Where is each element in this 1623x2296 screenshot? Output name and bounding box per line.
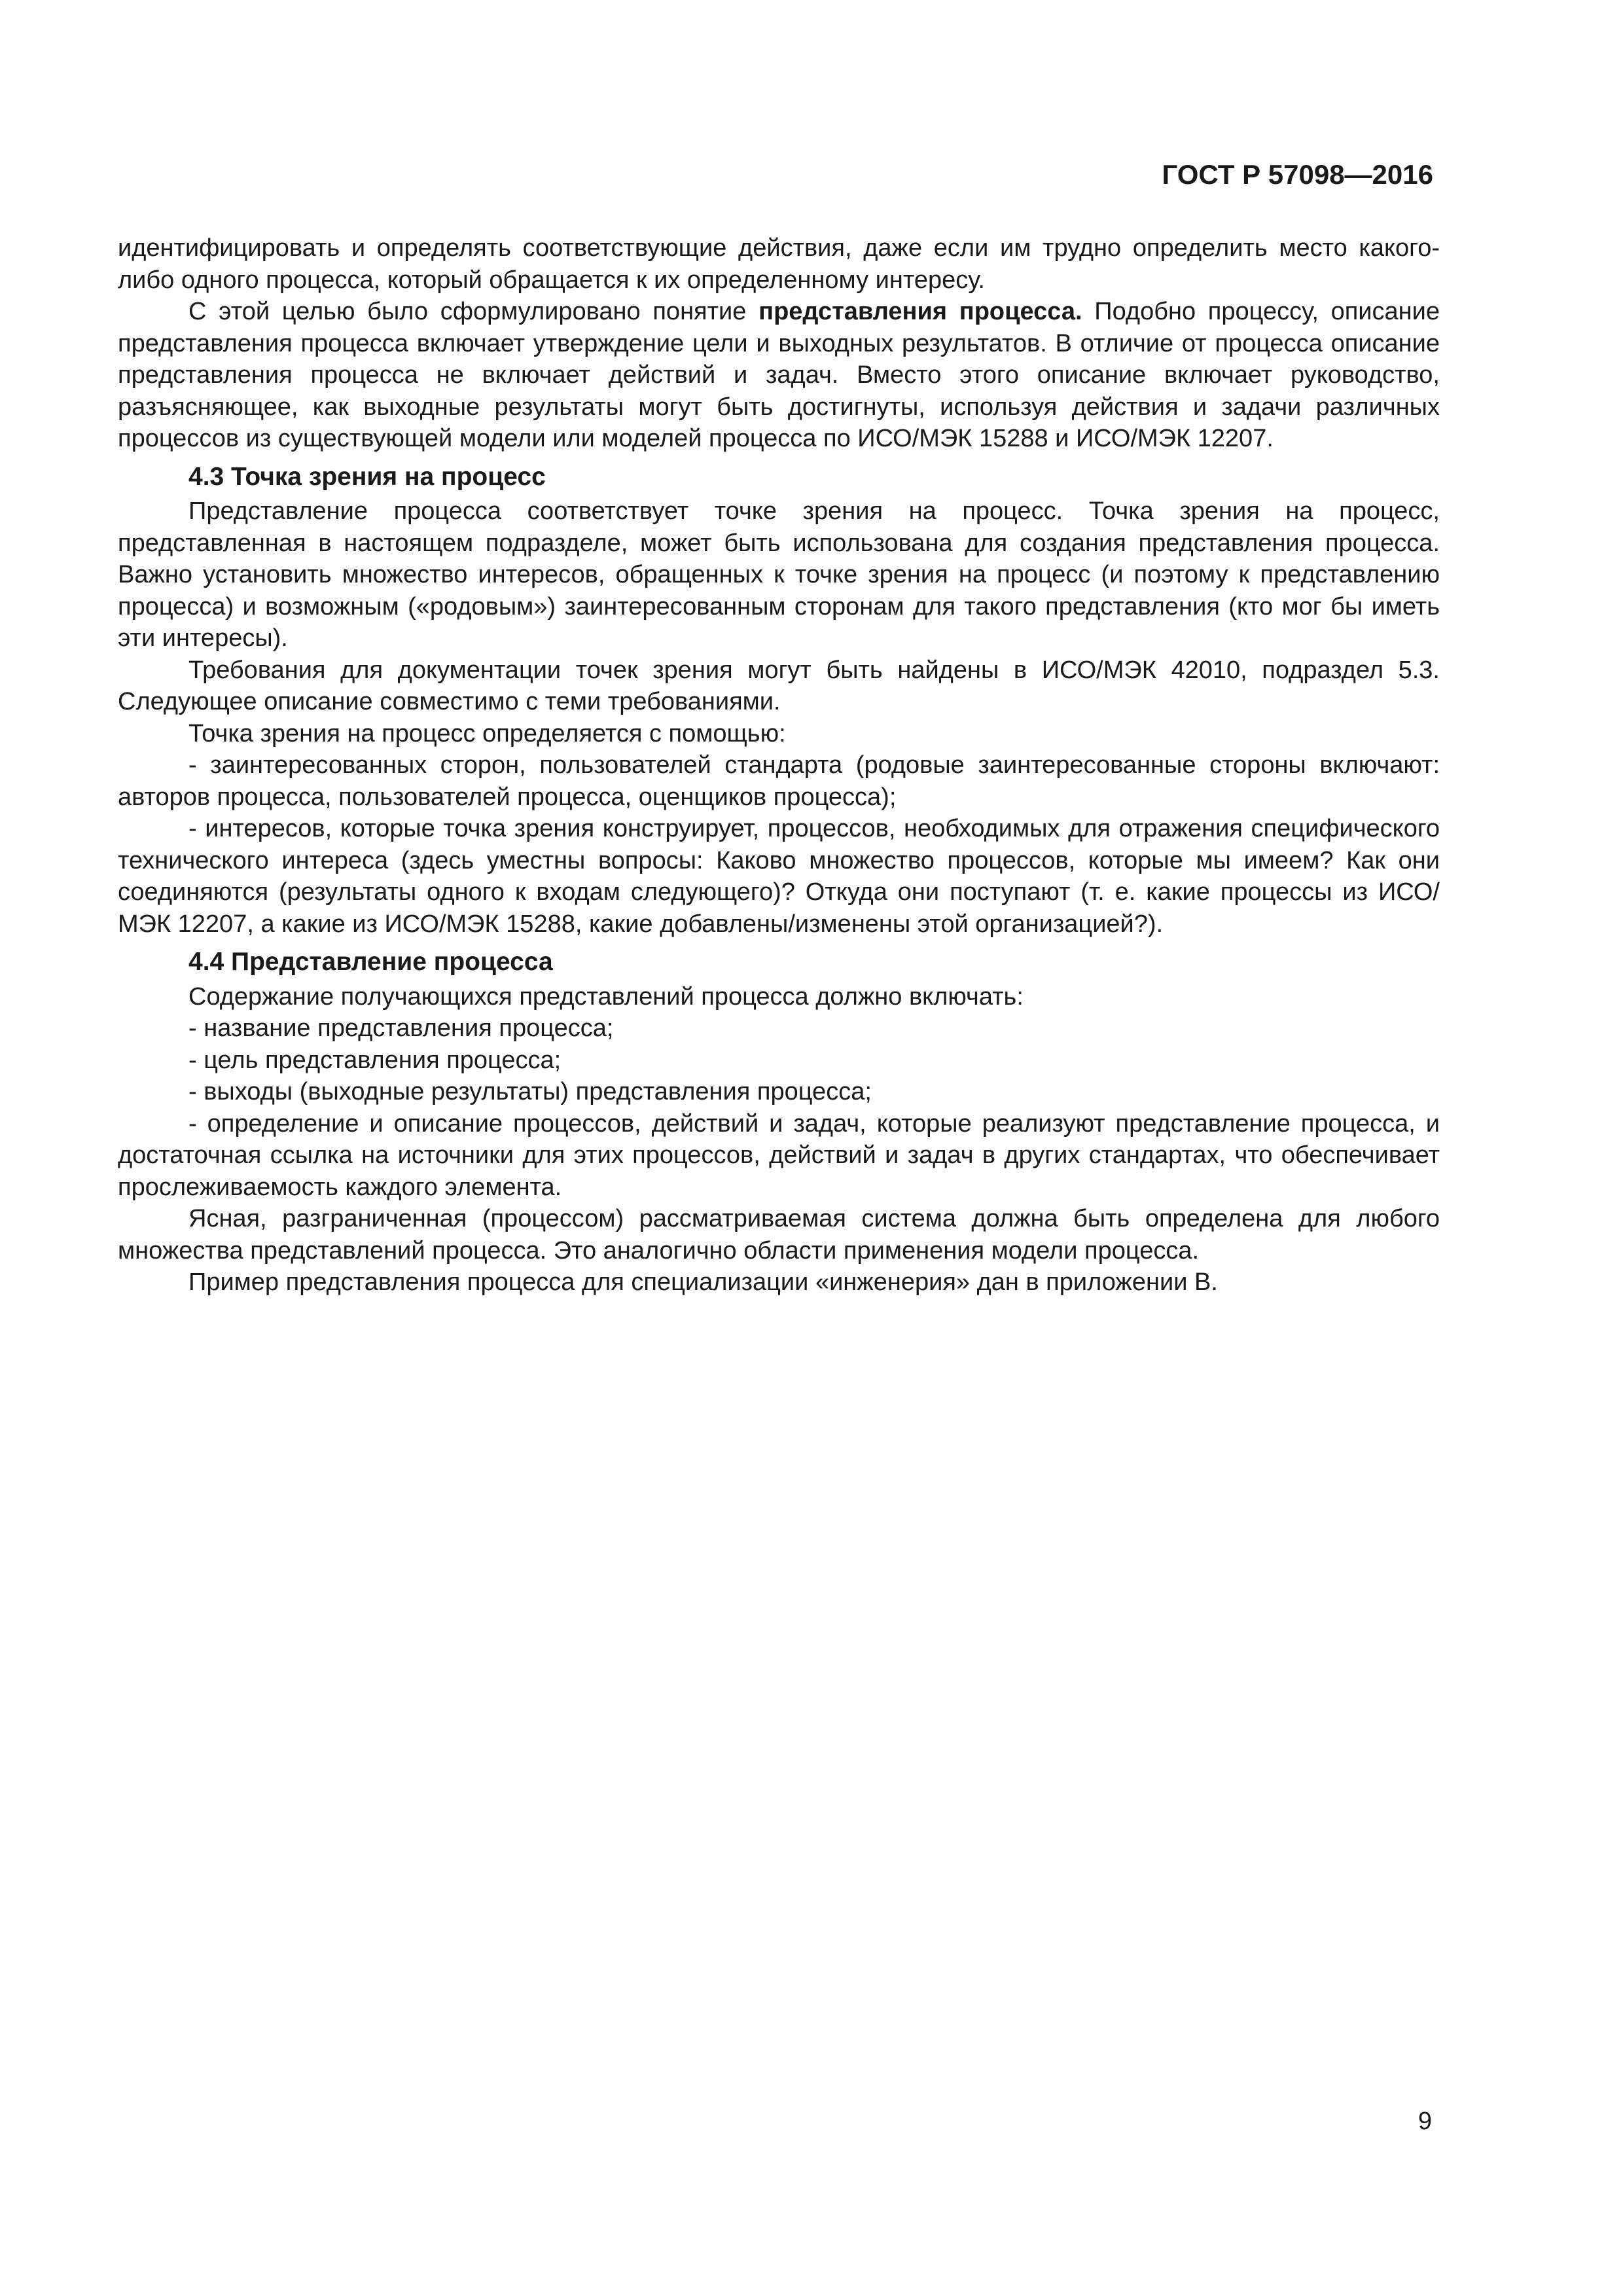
section-4-4-list-item: - цель представления процесса; (188, 1046, 562, 1074)
document-code-header: ГОСТ Р 57098—2016 (1162, 159, 1433, 190)
section-4-4-heading: 4.4 Представление процесса (188, 948, 553, 976)
intro-p2-after: Подобно процессу, описание представления процесса включает утверждение цели и выходных результатов. В отличие от процесса описание представления процесса не включает действий и задач. Вместо этого описание включает руководство, разъясняющее, как выходные результаты могут быть достигнуты, используя действия и задачи различных процессов из существующей модели или моделей процесса по ИСО/МЭК 15288 и ИСО/МЭК 12207. (118, 298, 1440, 452)
section-4-3-paragraph-1: Представление процесса соответствует точке зрения на процесс. Точка зрения на процесс, представленная в настоящем подразделе, может быть использована для создания представления процесса. Важно установить множество интересов, обращенных к точке зрения на процесс (и поэтому к представлению процесса) и возможным («родовым») заинтересованным сторонам для такого представления (кто мог бы иметь эти интересы). (118, 497, 1440, 652)
intro-p2-term: представления процесса. (758, 298, 1082, 325)
page-body (118, 232, 1440, 1299)
intro-paragraph-2 (118, 296, 1440, 455)
section-4-3-list-item: - интересов, которые точка зрения конструирует, процессов, необходимых для отражения специфического технического интереса (здесь уместны вопросы: Каково множество процессов, которые мы имеем? Как они соединяются (результаты одного к входам следующего)? Откуда они поступают (т. е. какие процессы из ИСО/МЭК 12207, а какие из ИСО/МЭК 15288, какие добавлены/изменены этой организацией?). (118, 815, 1440, 938)
section-4-4-paragraph-1: Содержание получающихся представлений процесса должно включать: (188, 982, 1024, 1011)
page-number: 9 (1418, 2108, 1432, 2135)
intro-p2-before: С этой целью было сформулировано понятие (188, 298, 759, 325)
section-4-4-list-item: - название представления процесса; (188, 1014, 614, 1042)
section-4-4-paragraph-3: Пример представления процесса для специализации «инженерия» дан в приложении В. (188, 1268, 1218, 1296)
section-4-4-list-item: - выходы (выходные результаты) представления процесса; (188, 1078, 872, 1105)
section-4-3-list-item: - заинтересованных сторон, пользователей стандарта (родовые заинтересованные стороны включают: авторов процесса, пользователей процесса, оценщиков процесса); (118, 751, 1440, 811)
section-4-4-list-item: - определение и описание процессов, действий и задач, которые реализуют представление процесса, и достаточная ссылка на источники для этих процессов, действий и задач в других стандартах, что обеспечивает прослеживаемость каждого элемента. (118, 1109, 1440, 1201)
section-4-3-heading: 4.3 Точка зрения на процесс (188, 462, 546, 491)
section-4-3-paragraph-2: Требования для документации точек зрения могут быть найдены в ИСО/МЭК 42010, подраздел 5.3. Следующее описание совместимо с теми требованиями. (118, 656, 1440, 715)
section-4-4-paragraph-2: Ясная, разграниченная (процессом) рассматриваемая система должна быть определена для любого множества представлений процесса. Это аналогично области применения модели процесса. (118, 1205, 1440, 1265)
intro-paragraph-1: идентифицировать и определять соответствующие действия, даже если им трудно определить место какого-либо одного процесса, который обращается к их определенному интересу. (118, 234, 1440, 294)
section-4-3-paragraph-3: Точка зрения на процесс определяется с помощью: (188, 719, 786, 747)
